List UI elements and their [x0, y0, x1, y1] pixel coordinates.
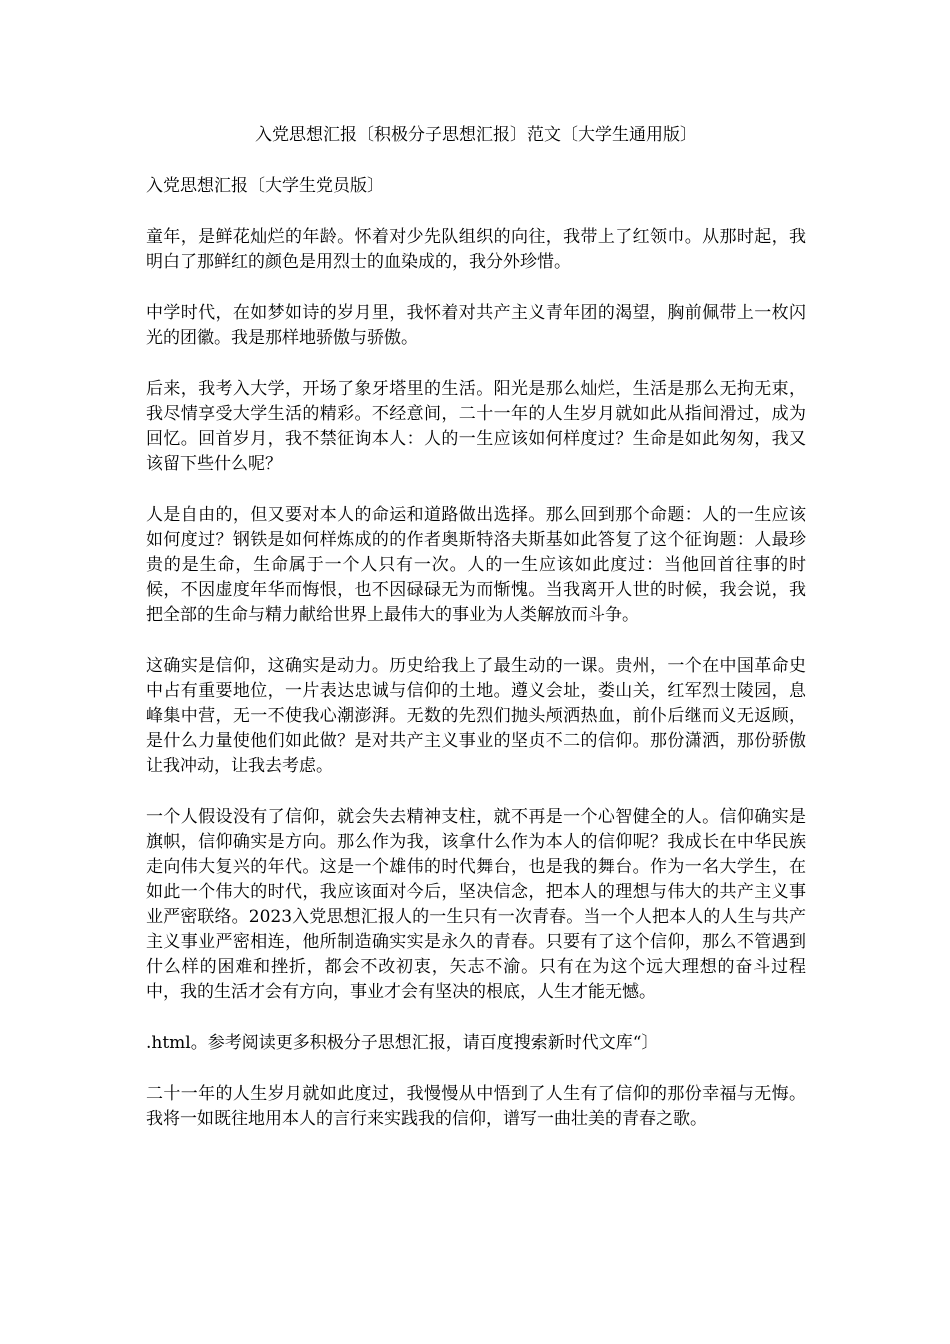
paragraph-childhood: 童年，是鲜花灿烂的年龄。怀着对少先队组织的向往，我带上了红领巾。从那时起，我明白了那鲜红的颜色是用烈士的血染成的，我分外珍惜。	[146, 227, 806, 272]
paragraph-faith-history: 这确实是信仰，这确实是动力。历史给我上了最生动的一课。贵州，一个在中国革命史中占有重要地位，一片表达忠诚与信仰的土地。遵义会址，娄山关，红军烈士陵园，息峰集中营，无一不使我心潮澎湃。无数的先烈们抛头颅洒热血，前仆后继而义无返顾，是什么力量使他们如此做？是对共产主义事业的坚贞不二的信仰。那份潇洒，那份骄傲让我冲动，让我去考虑。	[146, 656, 806, 776]
paragraph-middle-school: 中学时代，在如梦如诗的岁月里，我怀着对共产主义青年团的渴望，胸前佩带上一枚闪光的团徽。我是那样地骄傲与骄傲。	[146, 303, 806, 348]
document-page	[146, 123, 806, 1158]
document-subtitle: 入党思想汇报〔大学生党员版〕	[146, 176, 384, 196]
paragraph-conclusion: 二十一年的人生岁月就如此度过，我慢慢从中悟到了人生有了信仰的那份幸福与无悔。我将一如既往地用本人的言行来实践我的信仰，谱写一曲壮美的青春之歌。	[146, 1084, 806, 1129]
document-title: 入党思想汇报〔积极分子思想汇报〕范文〔大学生通用版〕	[255, 125, 697, 145]
paragraph-life-choice: 人是自由的，但又要对本人的命运和道路做出选择。那么回到那个命题：人的一生应该如何度过？钢铁是如何样炼成的的作者奥斯特洛夫斯基如此答复了这个征询题：人最珍贵的是生命，生命属于一个人只有一次。人的一生应该如此度过：当他回首往事的时候，不因虚度年华而悔恨，也不因碌碌无为而惭愧。当我离开人世的时候，我会说，我把全部的生命与精力献给世界上最伟大的事业为人类解放而斗争。	[146, 505, 806, 625]
paragraph-belief-youth: 一个人假设没有了信仰，就会失去精神支柱，就不再是一个心智健全的人。信仰确实是旗帜，信仰确实是方向。那么作为我，该拿什么作为本人的信仰呢？我成长在中华民族走向伟大复兴的年代。这是一个雄伟的时代舞台，也是我的舞台。作为一名大学生，在如此一个伟大的时代，我应该面对今后，坚决信念，把本人的理想与伟大的共产主义事业严密联络。2023入党思想汇报人的一生只有一次青春。当一个人把本人的人生与共产主义事业严密相连，他所制造确实实是永久的青春。只要有了这个信仰，那么不管遇到什么样的困难和挫折，都会不改初衷，矢志不渝。只有在为这个远大理想的奋斗过程中，我的生活才会有方向，事业才会有坚决的根底，人生才能无憾。	[146, 807, 806, 1002]
paragraph-reference-note: .html。参考阅读更多积极分子思想汇报，请百度搜索新时代文库“〕	[146, 1033, 659, 1053]
paragraph-university: 后来，我考入大学，开场了象牙塔里的生活。阳光是那么灿烂，生活是那么无拘无束，我尽情享受大学生活的精彩。不经意间，二十一年的人生岁月就如此从指间滑过，成为回忆。回首岁月，我不禁征询本人：人的一生应该如何样度过？生命是如此匆匆，我又该留下些什么呢？	[146, 379, 806, 474]
